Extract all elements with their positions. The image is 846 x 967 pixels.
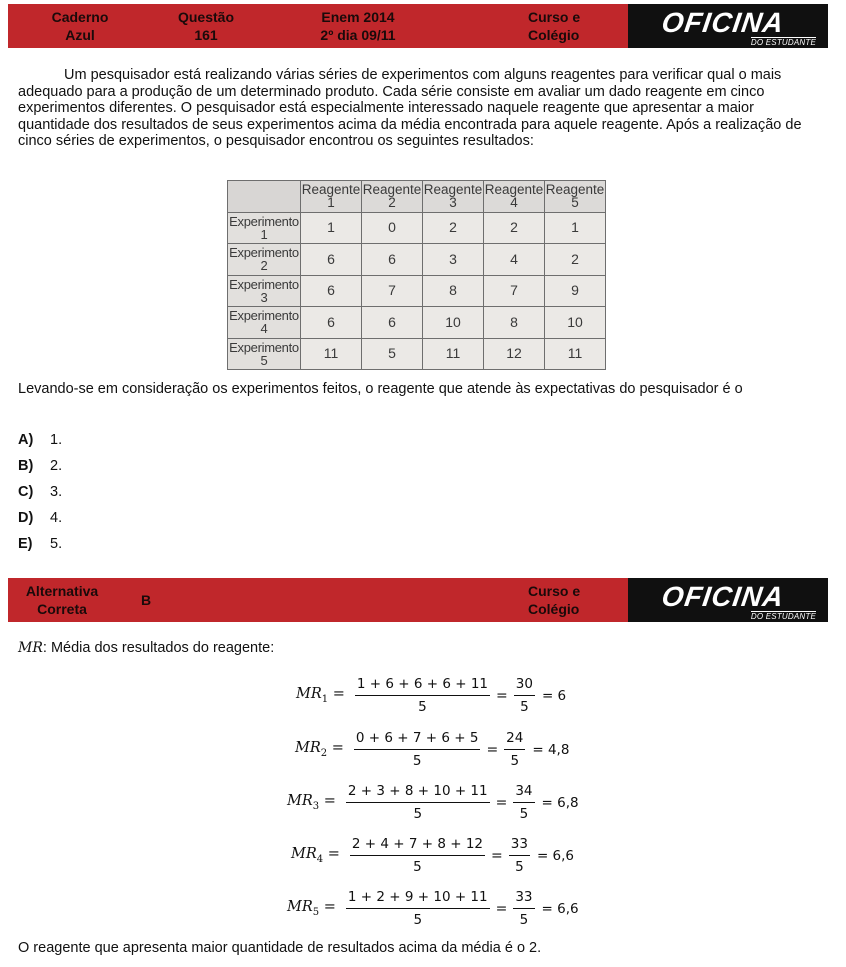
caderno-cell xyxy=(30,8,130,44)
table-cell: 7 xyxy=(362,275,423,307)
correct-answer: B xyxy=(140,592,152,608)
table-row xyxy=(228,338,606,370)
column-header: Reagente 1 xyxy=(301,182,361,211)
equation-mr3: $MR_3$ = $\frac{2 + 3 + 8 + 10 + 11}{5}$ = $\frac{34}{5}$ = 6,8 xyxy=(287,783,579,822)
curso-line2: Colégio xyxy=(528,601,580,617)
option-a[interactable] xyxy=(18,431,62,457)
table-cell: 4 xyxy=(484,244,545,276)
oficina-logo xyxy=(628,4,828,48)
curso-cell xyxy=(528,8,608,44)
option-c[interactable] xyxy=(18,483,62,509)
equation-mr5: $MR_5$ = $\frac{1 + 2 + 9 + 10 + 11}{5}$ = $\frac{33}{5}$ = 6,6 xyxy=(287,889,579,928)
table-cell: 1 xyxy=(301,212,362,244)
table-cell: 8 xyxy=(423,275,484,307)
column-header: Reagente 3 xyxy=(423,182,483,211)
option-letter: C) xyxy=(18,484,34,500)
table-corner-cell xyxy=(228,181,301,213)
answer-options xyxy=(18,431,62,561)
equation-mr4: $MR_4$ = $\frac{2 + 4 + 7 + 8 + 12}{5}$ = $\frac{33}{5}$ = 6,6 xyxy=(291,836,575,875)
option-e[interactable] xyxy=(18,535,62,561)
option-text: 1. xyxy=(50,432,63,448)
table-cell: 10 xyxy=(545,307,606,339)
curso-line1: Curso e xyxy=(528,9,581,25)
alternativa-cell xyxy=(14,582,110,618)
column-header: Reagente 4 xyxy=(484,182,544,211)
question-header-banner xyxy=(8,4,828,48)
caderno-label: Caderno xyxy=(51,9,109,25)
results-table-image xyxy=(227,180,606,370)
logo-brand-text: OFICINA xyxy=(659,581,787,612)
logo-sub-text: DO ESTUDANTE xyxy=(750,612,816,621)
option-letter: A) xyxy=(18,432,34,448)
row-header: Experimento 4 xyxy=(229,308,299,337)
table-cell: 2 xyxy=(484,212,545,244)
curso-line2: Colégio xyxy=(528,27,580,43)
questao-cell xyxy=(156,8,256,44)
option-b[interactable] xyxy=(18,457,62,483)
table-cell: 6 xyxy=(301,275,362,307)
exam-label: Enem 2014 xyxy=(321,9,395,25)
table-cell: 6 xyxy=(362,244,423,276)
alternativa-label: Alternativa xyxy=(25,583,99,599)
table-cell: 2 xyxy=(423,212,484,244)
table-cell: 1 xyxy=(545,212,606,244)
logo-sub-text: DO ESTUDANTE xyxy=(750,38,816,47)
table-cell: 5 xyxy=(362,338,423,370)
option-d[interactable] xyxy=(18,509,62,535)
table-cell: 11 xyxy=(423,338,484,370)
column-header: Reagente 5 xyxy=(545,182,605,211)
option-letter: E) xyxy=(18,536,33,552)
answer-banner xyxy=(8,578,828,622)
option-text: 5. xyxy=(50,536,63,552)
option-text: 2. xyxy=(50,458,63,474)
mr-symbol: MR xyxy=(18,640,43,656)
correta-label: Correta xyxy=(37,601,87,617)
table-cell: 10 xyxy=(423,307,484,339)
row-header: Experimento 1 xyxy=(229,213,299,242)
mr-definition-text: : Média dos resultados do reagente: xyxy=(42,640,275,656)
option-letter: B) xyxy=(18,458,34,474)
column-header: Reagente 2 xyxy=(362,182,422,211)
table-cell: 7 xyxy=(484,275,545,307)
table-cell: 6 xyxy=(301,244,362,276)
table-cell: 6 xyxy=(362,307,423,339)
question-paragraph xyxy=(18,67,818,150)
table-cell: 12 xyxy=(484,338,545,370)
option-letter: D) xyxy=(18,510,34,526)
table-cell: 11 xyxy=(545,338,606,370)
table-cell: 11 xyxy=(301,338,362,370)
table-row xyxy=(228,307,606,339)
option-text: 4. xyxy=(50,510,63,526)
row-header: Experimento 3 xyxy=(229,276,299,305)
table-cell: 3 xyxy=(423,244,484,276)
curso-cell xyxy=(528,582,608,618)
equation-mr2: $MR_2$ = $\frac{0 + 6 + 7 + 6 + 5}{5}$ = $\frac{24}{5}$ = 4,8 xyxy=(295,730,570,769)
row-header: Experimento 5 xyxy=(229,339,299,368)
curso-line1: Curso e xyxy=(528,583,581,599)
caderno-value: Azul xyxy=(65,27,95,43)
question-prompt: Levando-se em consideração os experimentos feitos, o reagente que atende às expectativas do pesquisador é o xyxy=(18,381,743,397)
exam-cell xyxy=(298,8,418,44)
results-table xyxy=(227,180,606,370)
equation-mr1: $MR_1$ = $\frac{1 + 6 + 6 + 6 + 11}{5}$ = $\frac{30}{5}$ = 6 xyxy=(296,676,567,715)
option-text: 3. xyxy=(50,484,63,500)
table-cell: 6 xyxy=(301,307,362,339)
logo-brand-text: OFICINA xyxy=(659,7,787,38)
question-text: Um pesquisador está realizando várias séries de experimentos com alguns reagentes para verificar qual o mais adequado para a produção de um determinado produto. Cada série consiste em avaliar um dado reagente em cinco experimentos diferentes. O pesquisador está especialmente interessado naquele reagente que apresentar a maior quantidade dos resultados de seus experimentos acima da média encontrada para aquele reagente. Após a realização de cinco séries de experimentos, o pesquisador encontrou os seguintes resultados: xyxy=(18,67,802,149)
table-row xyxy=(228,212,606,244)
table-cell: 9 xyxy=(545,275,606,307)
table-cell: 8 xyxy=(484,307,545,339)
questao-value: 161 xyxy=(194,27,218,43)
table-header-row xyxy=(228,181,606,213)
oficina-logo xyxy=(628,578,828,622)
table-row xyxy=(228,275,606,307)
mr-definition xyxy=(18,640,274,656)
questao-label: Questão xyxy=(177,9,234,25)
table-cell: 0 xyxy=(362,212,423,244)
solution-conclusion: O reagente que apresenta maior quantidade de resultados acima da média é o 2. xyxy=(18,940,542,956)
table-cell: 2 xyxy=(545,244,606,276)
table-row xyxy=(228,244,606,276)
exam-day: 2º dia 09/11 xyxy=(320,27,396,43)
row-header: Experimento 2 xyxy=(229,245,299,274)
